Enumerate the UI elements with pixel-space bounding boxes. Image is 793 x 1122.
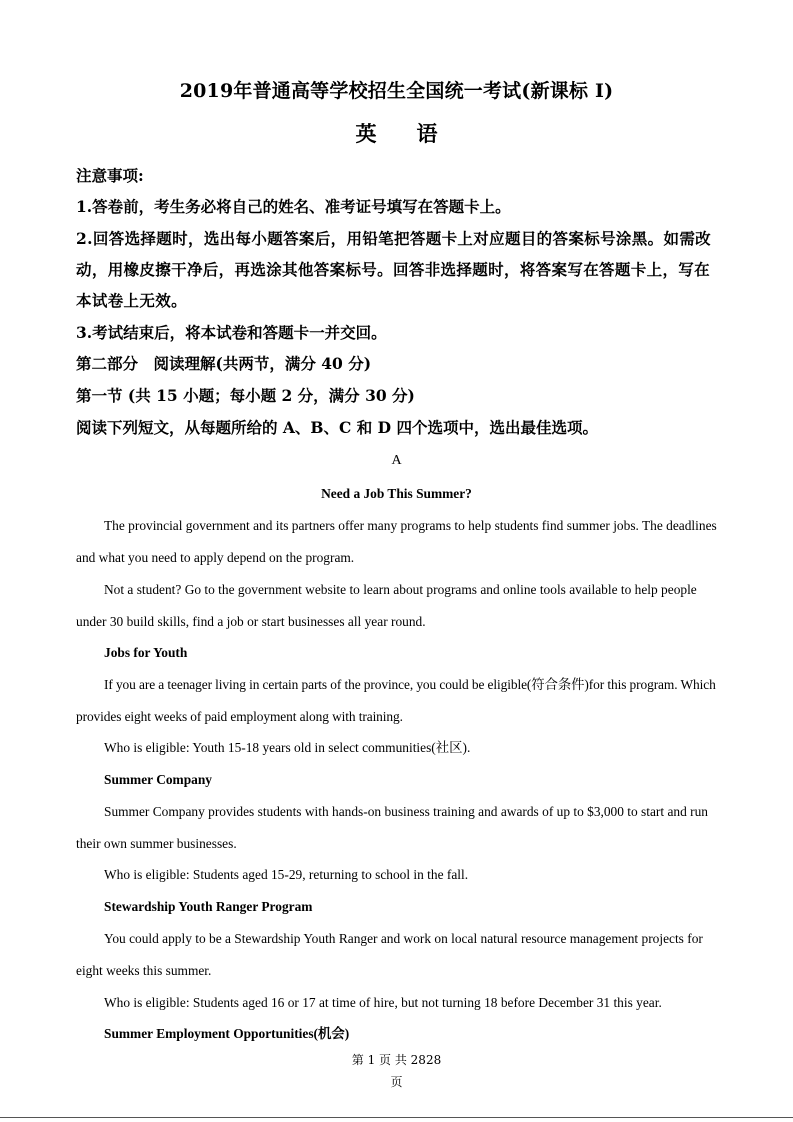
- subheading-jobs-for-youth: Jobs for Youth: [104, 645, 188, 660]
- bottom-divider: [0, 1117, 793, 1118]
- paragraph-4: Who is eligible: Youth 15-18 years old in select communities(社区).: [104, 740, 471, 755]
- subject-char-1: 英: [355, 121, 377, 146]
- paragraph-5: Summer Company provides students with hands-on business training and awards of up to $3,000 to start and run their own summer businesses.: [76, 804, 708, 851]
- subject-heading: [0, 118, 793, 148]
- paragraph-2: Not a student? Go to the government website to learn about programs and online tools available to help people under 30 build skills, find a job or start businesses all year round.: [76, 582, 697, 629]
- note-item-3: 3.考试结束后，将本试卷和答题卡一并交回。: [76, 323, 387, 342]
- paragraph-6: Who is eligible: Students aged 15-29, returning to school in the fall.: [104, 867, 469, 882]
- paragraph-1: The provincial government and its partners offer many programs to help students find summer jobs. The deadlines and what you need to apply depend on the program.: [76, 518, 717, 565]
- subheading-stewardship: Stewardship Youth Ranger Program: [104, 899, 313, 914]
- paragraph-8: Who is eligible: Students aged 16 or 17 at time of hire, but not turning 18 before December 31 this year.: [104, 995, 662, 1010]
- page-number-line-2: 页: [390, 1075, 403, 1089]
- section-part-heading: 第二部分 阅读理解(共两节，满分 40 分): [76, 354, 372, 373]
- section-instruction: 阅读下列短文，从每题所给的 A、B、C 和 D 四个选项中，选出最佳选项。: [76, 418, 598, 437]
- subject-char-2: 语: [416, 121, 438, 146]
- note-item-2: 2.回答选择题时，选出每小题答案后，用铅笔把答题卡上对应题目的答案标号涂黑。如需改动，用橡皮擦干净后，再选涂其他答案标号。回答非选择题时，将答案写在答题卡上，写在本试卷上无效。: [76, 229, 712, 310]
- exam-title: 2019年普通高等学校招生全国统一考试(新课标 I): [179, 80, 614, 102]
- passage-letter: A: [391, 453, 402, 468]
- page-footer: [0, 1049, 793, 1093]
- paragraph-3: If you are a teenager living in certain parts of the province, you could be eligible(符合条件)for this program. Which provides eight weeks of paid employment along with training.: [76, 677, 716, 724]
- note-item-1: 1.答卷前，考生务必将自己的姓名、准考证号填写在答题卡上。: [76, 197, 511, 216]
- page-number-line-1: 第 1 页 共 2828: [351, 1053, 442, 1067]
- notes-heading: 注意事项:: [76, 166, 144, 185]
- subheading-summer-employment: Summer Employment Opportunities(机会): [104, 1026, 350, 1041]
- section-sub-heading: 第一节 (共 15 小题；每小题 2 分，满分 30 分): [76, 386, 415, 405]
- subheading-summer-company: Summer Company: [104, 772, 213, 787]
- passage-title: Need a Job This Summer?: [321, 486, 472, 501]
- paragraph-7: You could apply to be a Stewardship Youth Ranger and work on local natural resource management projects for eight weeks this summer.: [76, 931, 703, 978]
